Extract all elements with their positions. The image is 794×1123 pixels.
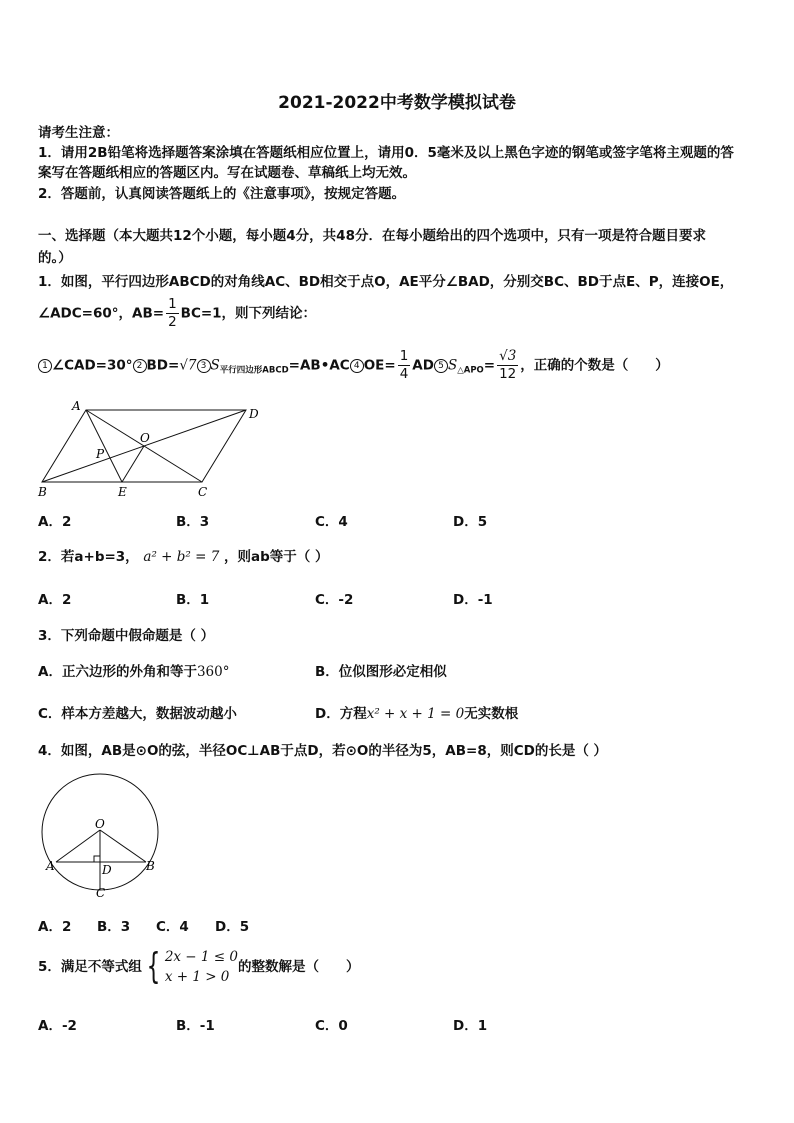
label-d: D bbox=[102, 863, 112, 877]
circled-number-1: 1 bbox=[38, 359, 52, 373]
q5-option-b[interactable]: B．-1 bbox=[176, 1018, 215, 1034]
q2-option-d[interactable]: D．-1 bbox=[453, 592, 493, 608]
section-header-cont: 的。） bbox=[38, 250, 72, 266]
label-c: C bbox=[198, 485, 208, 499]
q1-conclusions bbox=[38, 348, 669, 383]
fraction-numerator: √3 bbox=[499, 348, 517, 364]
circle-figure bbox=[36, 766, 166, 900]
label-d: D bbox=[249, 407, 259, 421]
q3-option-d-tail: 无实数根 bbox=[464, 706, 519, 722]
q1-sqrt3-fraction bbox=[497, 348, 518, 383]
fraction-denominator: 2 bbox=[168, 314, 177, 330]
q2-stem bbox=[38, 545, 328, 565]
notice-item-1: 1．请用2B铅笔将选择题答案涂填在答题纸相应位置上，请用0．5毫米及以上黑色字迹的钢笔或签字笔将主观题的答 bbox=[38, 145, 734, 161]
label-c: C bbox=[96, 886, 106, 900]
q4-option-d[interactable]: D．5 bbox=[215, 919, 250, 935]
q1-stem-cont bbox=[38, 296, 316, 331]
fraction-numerator: 1 bbox=[399, 348, 409, 364]
notice-item-1-cont: 案写在答题纸相应的答题区内。写在试题卷、草稿纸上均无效。 bbox=[38, 165, 416, 181]
q3-option-d-equation: x² + x + 1 = 0 bbox=[366, 706, 465, 722]
q1-option-d[interactable]: D．5 bbox=[453, 514, 488, 530]
segment-oe bbox=[122, 446, 144, 482]
q1-quarter-fraction bbox=[398, 348, 411, 383]
q3-option-a-text: A．正六边形的外角和等于 bbox=[38, 664, 197, 680]
right-angle-mark bbox=[94, 856, 100, 862]
page-title: 2021-2022中考数学模拟试卷 bbox=[278, 93, 516, 113]
label-o: O bbox=[140, 431, 150, 445]
conclusion-2: BD= bbox=[146, 357, 180, 374]
area-subscript: 平行四边形ABCD bbox=[219, 365, 289, 376]
conclusion-1: ∠CAD=30° bbox=[52, 357, 133, 374]
q2-formula: a² + b² = 7 bbox=[143, 549, 220, 565]
fraction-denominator: 4 bbox=[399, 366, 409, 382]
q1-stem-part-a: ∠ADC=60°，AB= bbox=[38, 305, 165, 322]
fraction-numerator: 1 bbox=[168, 296, 177, 312]
q1-half-fraction bbox=[166, 296, 179, 331]
q3-option-d[interactable] bbox=[315, 702, 518, 722]
inequality-1: 2x − 1 ≤ 0 bbox=[164, 949, 238, 965]
label-a: A bbox=[46, 859, 55, 873]
q4-option-a[interactable]: A．2 bbox=[38, 919, 72, 935]
q4-stem: 4．如图，AB是⊙O的弦，半径OC⊥AB于点D，若⊙O的半径为5，AB=8，则CD的长是（ ） bbox=[38, 743, 608, 759]
conclusion-3: =AB•AC bbox=[288, 357, 350, 374]
section-header: 一、选择题（本大题共12个小题，每小题4分，共48分．在每小题给出的四个选项中，只有一项是符合题目要求 bbox=[38, 228, 706, 244]
q5-tail: 的整数解是（ ） bbox=[237, 959, 360, 975]
parallelogram-figure bbox=[30, 398, 270, 502]
label-b: B bbox=[38, 485, 47, 499]
radius-ob bbox=[100, 830, 146, 862]
q4-option-b[interactable]: B．3 bbox=[97, 919, 131, 935]
q2-tail: ，则ab等于（ ） bbox=[224, 549, 329, 565]
inequality-system bbox=[165, 947, 238, 987]
q2-lead: 2．若a+b=3， bbox=[38, 549, 139, 565]
q1-option-c[interactable]: C．4 bbox=[315, 514, 348, 530]
q1-question-tail: ，正确的个数是（ ） bbox=[520, 357, 669, 374]
notice-item-2: 2．答题前，认真阅读答题纸上的《注意事项》，按规定答题。 bbox=[38, 186, 406, 202]
q2-option-c[interactable]: C．-2 bbox=[315, 592, 354, 608]
q5-stem bbox=[38, 947, 359, 987]
q3-option-c[interactable]: C．样本方差越大，数据波动越小 bbox=[38, 706, 237, 722]
q2-option-a[interactable]: A．2 bbox=[38, 592, 72, 608]
q1-option-b[interactable]: B．3 bbox=[176, 514, 210, 530]
radius-oa bbox=[56, 830, 100, 862]
inequality-2: x + 1 > 0 bbox=[164, 969, 230, 985]
conclusion-4-tail: AD bbox=[412, 357, 434, 374]
area-symbol: S bbox=[210, 357, 220, 374]
q3-option-d-text: D．方程 bbox=[315, 706, 367, 722]
q4-option-c[interactable]: C．4 bbox=[156, 919, 189, 935]
q5-option-a[interactable]: A．-2 bbox=[38, 1018, 77, 1034]
circled-number-2: 2 bbox=[133, 359, 147, 373]
area-subscript: △APO bbox=[457, 365, 484, 376]
label-a: A bbox=[72, 399, 81, 413]
conclusion-4: OE= bbox=[363, 357, 396, 374]
sqrt-7: √7 bbox=[179, 357, 197, 374]
q5-option-c[interactable]: C．0 bbox=[315, 1018, 348, 1034]
label-p: P bbox=[96, 447, 105, 461]
label-o: O bbox=[95, 817, 105, 831]
area-symbol: S bbox=[447, 357, 458, 374]
q5-lead: 5．满足不等式组 bbox=[38, 959, 142, 975]
q1-stem-part-b: BC=1，则下列结论： bbox=[180, 305, 317, 322]
q3-option-b[interactable]: B．位似图形必定相似 bbox=[315, 664, 447, 680]
q1-option-a[interactable]: A．2 bbox=[38, 514, 72, 530]
q3-option-a-value: 360° bbox=[196, 664, 230, 680]
q1-stem: 1．如图，平行四边形ABCD的对角线AC、BD相交于点O，AE平分∠BAD，分别交BC、BD于点E、P，连接OE， bbox=[38, 274, 734, 290]
circled-number-5: 5 bbox=[434, 359, 448, 373]
q3-stem: 3．下列命题中假命题是（ ） bbox=[38, 628, 215, 644]
notice-heading: 请考生注意： bbox=[38, 125, 119, 141]
label-e: E bbox=[118, 485, 127, 499]
system-brace: { bbox=[146, 946, 161, 987]
circled-number-3: 3 bbox=[197, 359, 211, 373]
fraction-denominator: 12 bbox=[499, 366, 517, 382]
circled-number-4: 4 bbox=[350, 359, 364, 373]
label-b: B bbox=[146, 859, 155, 873]
q5-option-d[interactable]: D．1 bbox=[453, 1018, 488, 1034]
conclusion-5-eq: = bbox=[483, 357, 496, 374]
q3-option-a[interactable] bbox=[38, 660, 229, 680]
q2-option-b[interactable]: B．1 bbox=[176, 592, 210, 608]
